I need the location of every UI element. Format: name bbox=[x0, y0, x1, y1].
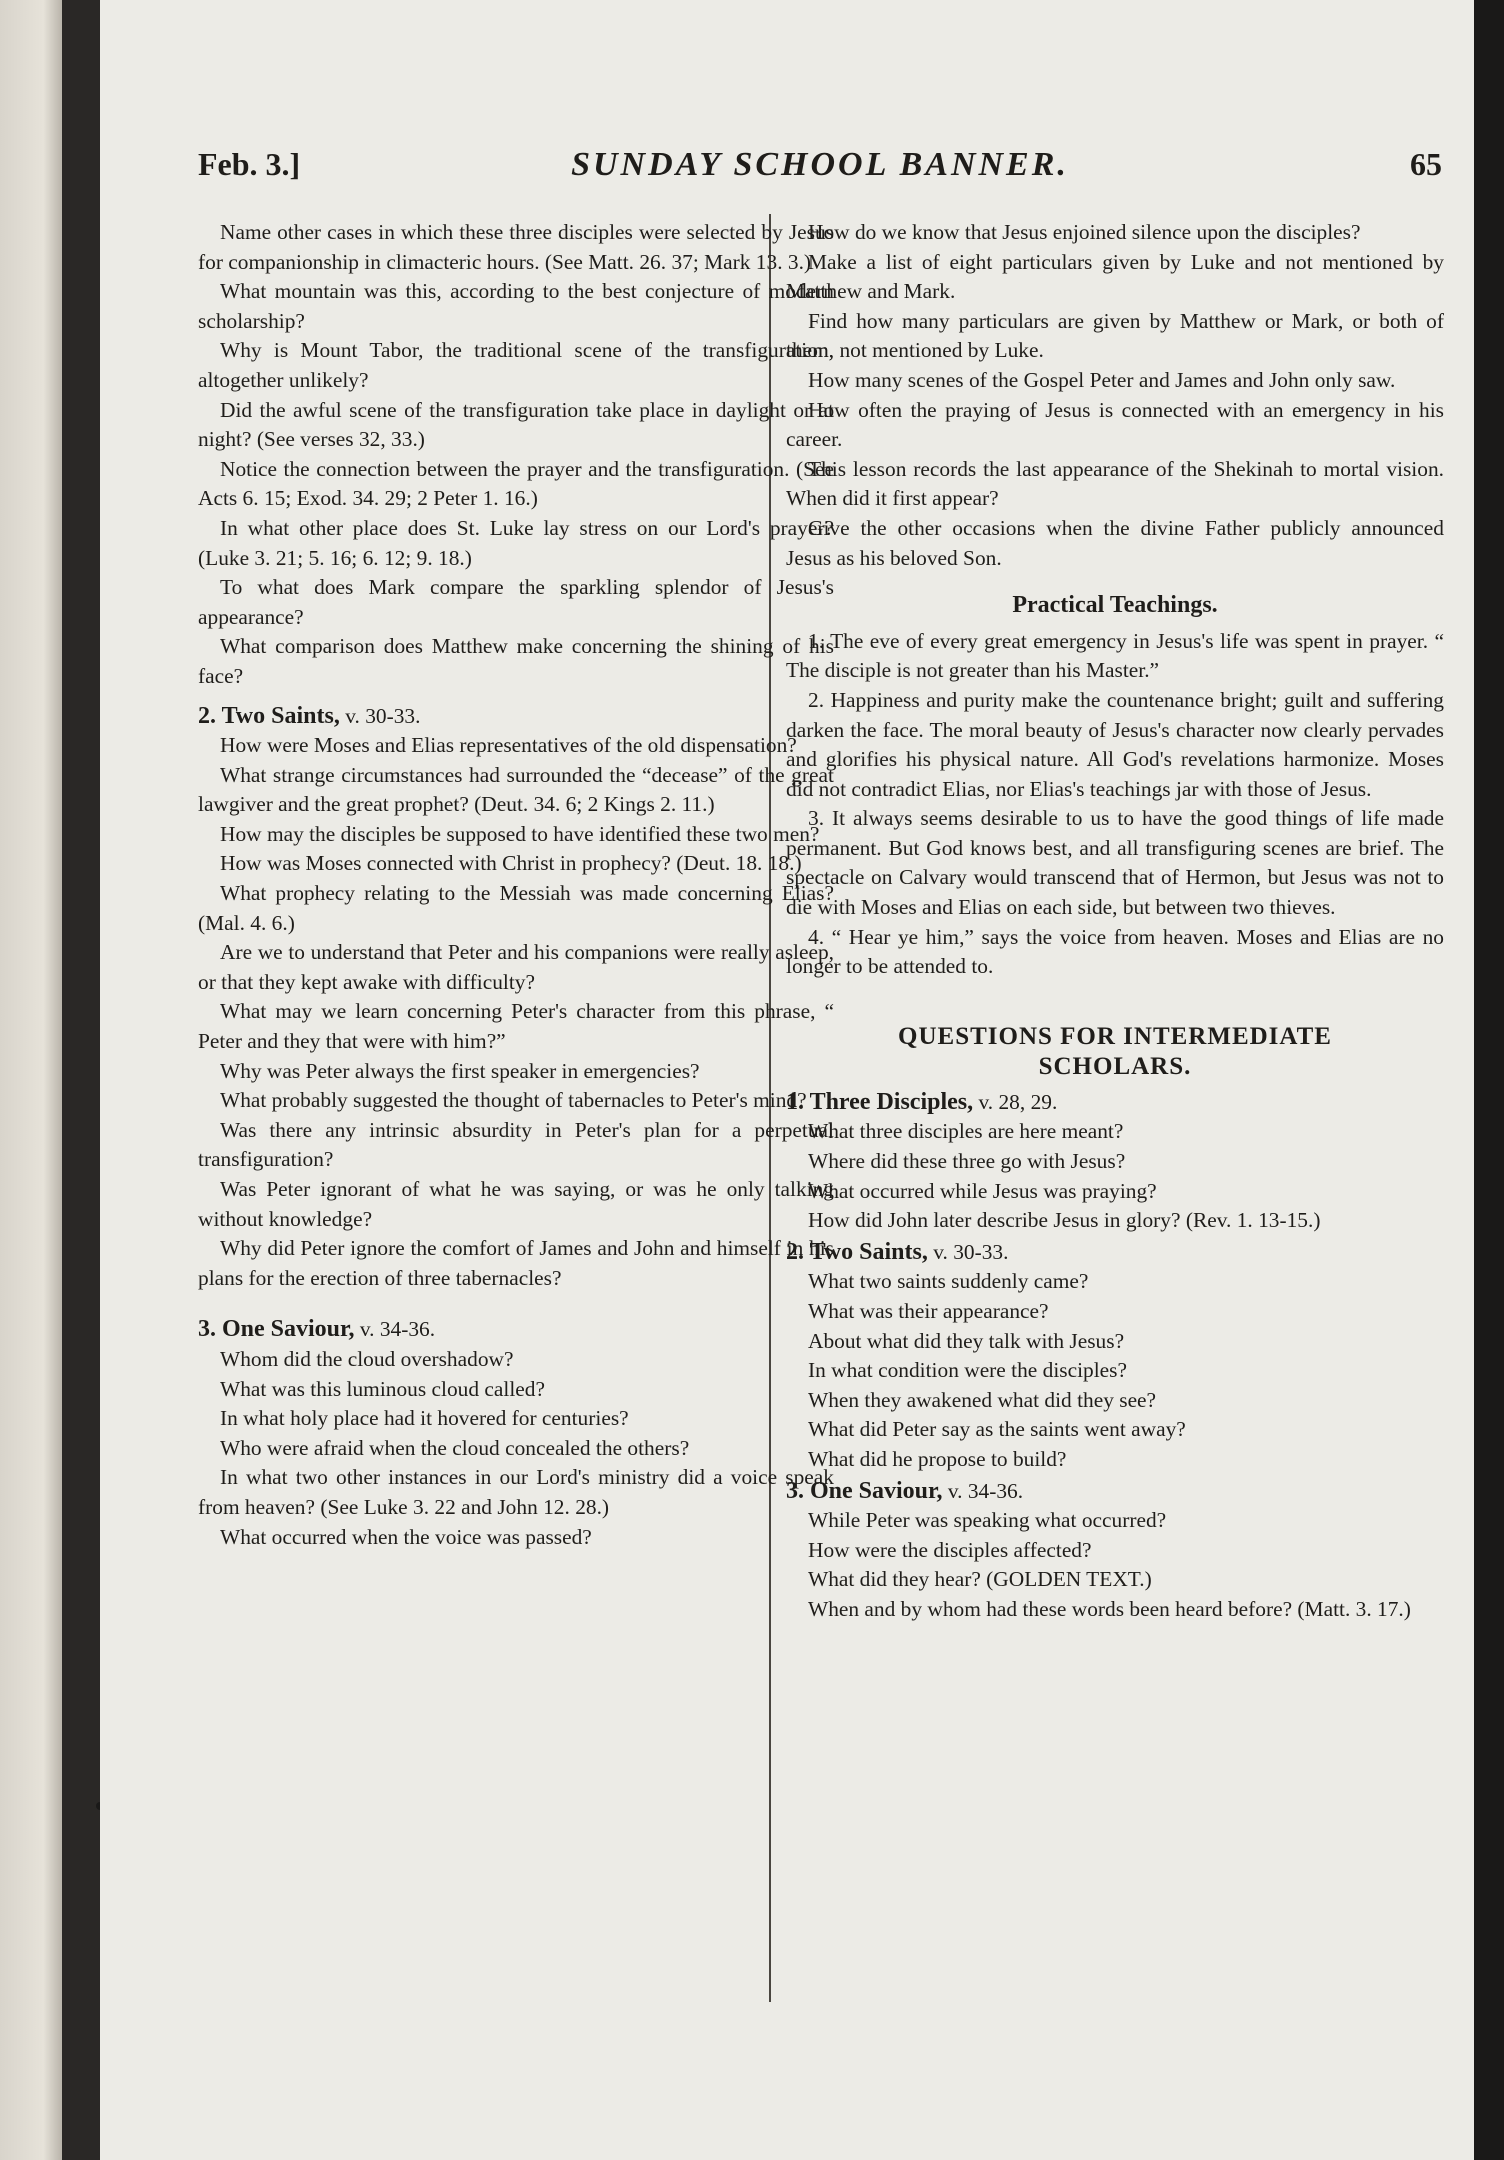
intermediate-heading-line1: QUESTIONS FOR INTERMEDIATE bbox=[898, 1022, 1332, 1050]
teaching-item: 2. Happiness and purity make the countenance bright; guilt and suffering darken the face. The moral beauty of Jesus's character now clearly pervades and glorifies his physical nature. All God's revelations harmonize. Moses did not contradict Elias, nor Elias's teachings jar with those of Jesus. bbox=[786, 687, 1444, 801]
question: Why was Peter always the first speaker in emergencies? bbox=[220, 1058, 700, 1083]
question: What may we learn concerning Peter's character from this phrase, “ Peter and they that were with him?” bbox=[198, 999, 834, 1054]
paragraph: Give the other occasions when the divine Father publicly announced Jesus as his beloved Son. bbox=[786, 515, 1444, 570]
paragraph: How often the praying of Jesus is connected with an emergency in his career. bbox=[786, 397, 1444, 452]
header-date: Feb. 3.] bbox=[198, 146, 301, 182]
question: Where did these three go with Jesus? bbox=[808, 1149, 1126, 1174]
scan-background-edge bbox=[1474, 0, 1504, 2160]
section-title: 3. One Saviour, bbox=[198, 1316, 355, 1343]
section-heading bbox=[198, 1315, 834, 1345]
question: Was there any intrinsic absurdity in Peter's plan for a perpetual transfiguration? bbox=[198, 1117, 834, 1172]
question: What did Peter say as the saints went away? bbox=[808, 1417, 1186, 1442]
teaching-item: 1. The eve of every great emergency in Jesus's life was spent in prayer. “ The disciple is not greater than his Master.” bbox=[786, 628, 1444, 683]
section-verse: v. 34-36. bbox=[947, 1478, 1024, 1503]
running-header bbox=[198, 146, 1442, 196]
section-verse: v. 34-36. bbox=[359, 1317, 436, 1342]
paragraph: In what other place does St. Luke lay stress on our Lord's prayer? (Luke 3. 21; 5. 16; 6. 12; 9. 18.) bbox=[198, 515, 834, 570]
paragraph: What comparison does Matthew make concerning the shining of his face? bbox=[198, 634, 834, 688]
question: In what condition were the disciples? bbox=[808, 1358, 1127, 1383]
paragraph: Find how many particulars are given by Matthew or Mark, or both of them, not mentioned by Luke. bbox=[786, 308, 1444, 363]
question: When they awakened what did they see? bbox=[808, 1387, 1157, 1412]
question: Was Peter ignorant of what he was saying, or was he only talking without knowledge? bbox=[198, 1177, 834, 1231]
section-heading bbox=[786, 1088, 1444, 1118]
section-title: 1. Three Disciples, bbox=[786, 1088, 974, 1115]
paragraph: Why is Mount Tabor, the traditional scene of the transfiguration, altogether unlikely? bbox=[198, 338, 834, 392]
paragraph: Make a list of eight particulars given by Luke and not mentioned by Matthew and Mark. bbox=[786, 249, 1444, 304]
question: How were the disciples affected? bbox=[808, 1537, 1092, 1562]
question: When and by whom had these words been heard before? (Matt. 3. 17.) bbox=[808, 1596, 1411, 1621]
question: Whom did the cloud overshadow? bbox=[220, 1346, 514, 1371]
section-heading bbox=[198, 702, 834, 732]
teaching-item: 3. It always seems desirable to us to have the good things of life made permanent. But God knows best, and all transfiguring scenes are brief. The spectacle on Calvary would transcend that of Hermon, but Jesus was not to die with Moses and Elias on each side, but between two thieves. bbox=[786, 806, 1444, 920]
question: How may the disciples be supposed to have identified these two men? bbox=[220, 821, 820, 846]
question: What was their appearance? bbox=[808, 1299, 1049, 1323]
question: What probably suggested the thought of tabernacles to Peter's mind? bbox=[220, 1088, 807, 1113]
question: What three disciples are here meant? bbox=[808, 1119, 1124, 1144]
header-title: SUNDAY SCHOOL BANNER. bbox=[571, 146, 1069, 183]
teaching-item: 4. “ Hear ye him,” says the voice from heaven. Moses and Elias are no longer to be attended to. bbox=[786, 924, 1444, 979]
question: What prophecy relating to the Messiah was made concerning Elias? (Mal. 4. 6.) bbox=[198, 881, 834, 935]
question: What occurred while Jesus was praying? bbox=[808, 1178, 1157, 1203]
section-title: 3. One Saviour, bbox=[786, 1477, 943, 1504]
intermediate-heading bbox=[786, 1022, 1444, 1082]
page-number: 65 bbox=[1410, 146, 1442, 182]
question: Who were afraid when the cloud concealed the others? bbox=[220, 1435, 690, 1460]
paragraph: To what does Mark compare the sparkling splendor of Jesus's appearance? bbox=[198, 575, 834, 629]
paragraph: Name other cases in which these three disciples were selected by Jesus for companionship in climacteric hours. (See Matt. 26. 37; Mark 13. 3.) bbox=[198, 220, 834, 274]
paragraph: What mountain was this, according to the best conjecture of modern scholarship? bbox=[198, 279, 834, 333]
intermediate-heading-line2: SCHOLARS. bbox=[1038, 1052, 1192, 1080]
section-heading bbox=[786, 1477, 1444, 1507]
page bbox=[100, 0, 1474, 2160]
question: In what two other instances in our Lord's ministry did a voice speak from heaven? (See Luke 3. 22 and John 12. 28.) bbox=[198, 1465, 834, 1519]
section-title: 2. Two Saints, bbox=[198, 702, 340, 729]
paragraph: Did the awful scene of the transfiguration take place in daylight or at night? (See verses 32, 33.) bbox=[198, 397, 834, 452]
paragraph: How do we know that Jesus enjoined silence upon the disciples? bbox=[808, 220, 1361, 244]
paragraph: How many scenes of the Gospel Peter and James and John only saw. bbox=[808, 367, 1396, 392]
question: Are we to understand that Peter and his companions were really asleep, or that they kept awake with difficulty? bbox=[198, 940, 834, 994]
question: What two saints suddenly came? bbox=[808, 1269, 1089, 1294]
practical-teachings-heading: Practical Teachings. bbox=[1012, 592, 1218, 619]
book-spine bbox=[62, 0, 100, 2160]
question: What strange circumstances had surrounded the “decease” of the great lawgiver and the great prophet? (Deut. 34. 6; 2 Kings 2. 11.) bbox=[198, 762, 834, 817]
question: Why did Peter ignore the comfort of James and John and himself in his plans for the erection of three tabernacles? bbox=[198, 1236, 834, 1290]
question: In what holy place had it hovered for centuries? bbox=[220, 1406, 629, 1431]
question: How did John later describe Jesus in glory? (Rev. 1. 13-15.) bbox=[808, 1208, 1321, 1233]
section-heading bbox=[786, 1238, 1444, 1268]
section-verse: v. 30-33. bbox=[933, 1239, 1009, 1264]
paragraph: Notice the connection between the prayer and the transfiguration. (See Acts 6. 15; Exod. 34. 29; 2 Peter 1. 16.) bbox=[198, 456, 834, 511]
question: About what did they talk with Jesus? bbox=[808, 1328, 1125, 1353]
question: What occurred when the voice was passed? bbox=[220, 1524, 592, 1549]
section-verse: v. 30-33. bbox=[345, 703, 421, 728]
question: What did he propose to build? bbox=[808, 1446, 1067, 1471]
left-column bbox=[198, 218, 834, 1552]
right-column bbox=[786, 218, 1444, 1625]
section-title: 2. Two Saints, bbox=[786, 1238, 928, 1265]
question: While Peter was speaking what occurred? bbox=[808, 1508, 1167, 1533]
paragraph: This lesson records the last appearance of the Shekinah to mortal vision. When did it first appear? bbox=[786, 456, 1444, 511]
facing-page-edge bbox=[0, 0, 62, 2160]
question: What did they hear? (GOLDEN TEXT.) bbox=[808, 1567, 1152, 1592]
section-verse: v. 28, 29. bbox=[978, 1089, 1058, 1114]
question: How were Moses and Elias representatives of the old dispensation? bbox=[220, 733, 797, 758]
question: How was Moses connected with Christ in prophecy? (Deut. 18. 18.) bbox=[220, 851, 802, 876]
question: What was this luminous cloud called? bbox=[220, 1376, 545, 1401]
